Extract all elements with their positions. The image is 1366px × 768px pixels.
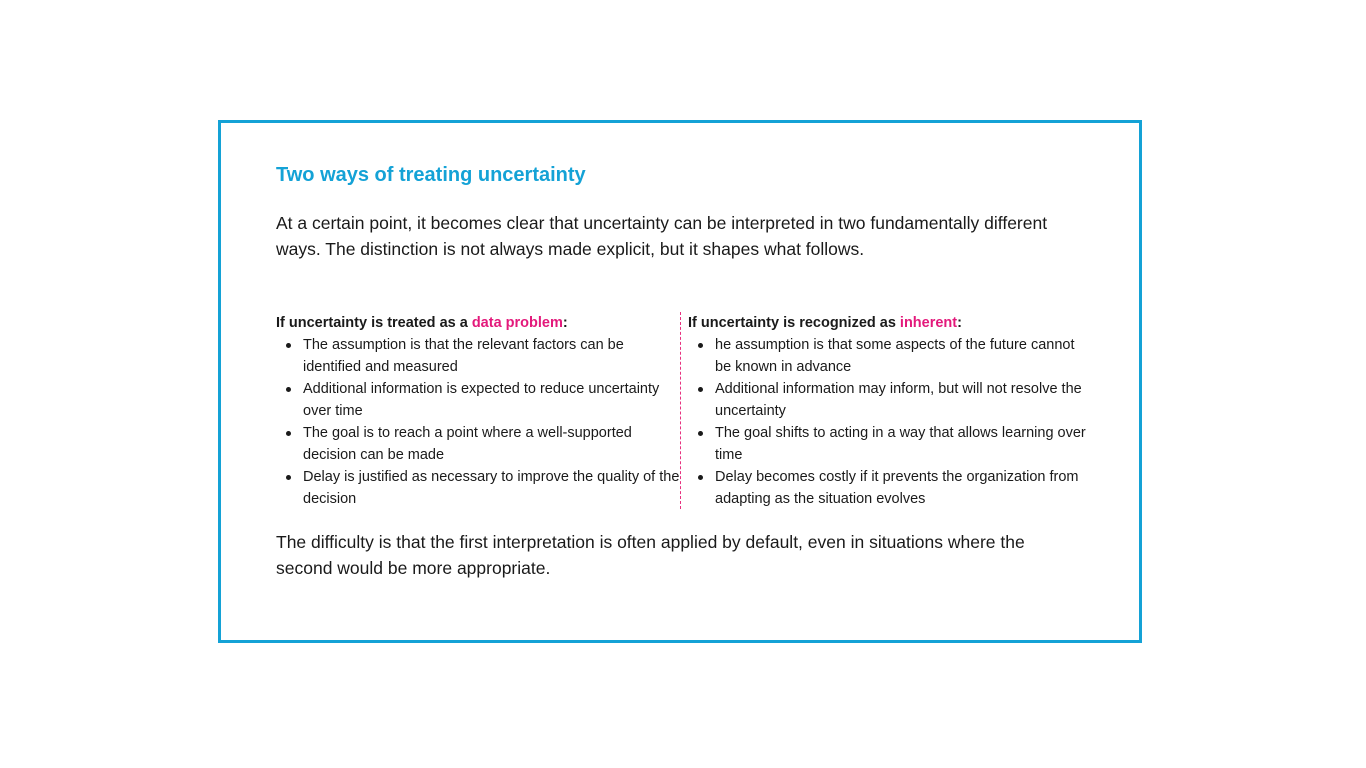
list-item: Delay is justified as necessary to improve the quality of the decision: [303, 466, 681, 510]
column-divider: [680, 312, 681, 509]
content-card: [218, 120, 1142, 643]
inherent-heading-prefix: If uncertainty is recognized as: [688, 315, 900, 331]
inherent-heading: [688, 312, 1093, 334]
data-problem-column: [276, 312, 681, 510]
list-item: Additional information is expected to reduce uncertainty over time: [303, 378, 681, 422]
list-item: he assumption is that some aspects of the future cannot be known in advance: [715, 334, 1093, 378]
data-problem-list: [276, 334, 681, 510]
inherent-list: [688, 334, 1093, 510]
inherent-heading-suffix: :: [957, 315, 962, 331]
list-item: Delay becomes costly if it prevents the organization from adapting as the situation evolves: [715, 466, 1093, 510]
list-item: The goal is to reach a point where a well-supported decision can be made: [303, 422, 681, 466]
outro-paragraph: The difficulty is that the first interpretation is often applied by default, even in situations where the second would be more appropriate.: [276, 532, 1025, 578]
data-problem-highlight: data problem: [471, 315, 563, 331]
intro-paragraph: At a certain point, it becomes clear that uncertainty can be interpreted in two fundamentally different ways. The distinction is not always made explicit, but it shapes what follows.: [276, 213, 1048, 259]
card-title: Two ways of treating uncertainty: [276, 164, 586, 186]
list-item: The assumption is that the relevant factors can be identified and measured: [303, 334, 681, 378]
data-problem-heading-suffix: :: [562, 315, 568, 331]
data-problem-heading: [276, 312, 681, 334]
data-problem-heading-prefix: If uncertainty is treated as a: [276, 315, 472, 331]
inherent-highlight: inherent: [899, 315, 958, 331]
inherent-column: [688, 312, 1093, 510]
list-item: The goal shifts to acting in a way that allows learning over time: [715, 422, 1093, 466]
list-item: Additional information may inform, but will not resolve the uncertainty: [715, 378, 1093, 422]
